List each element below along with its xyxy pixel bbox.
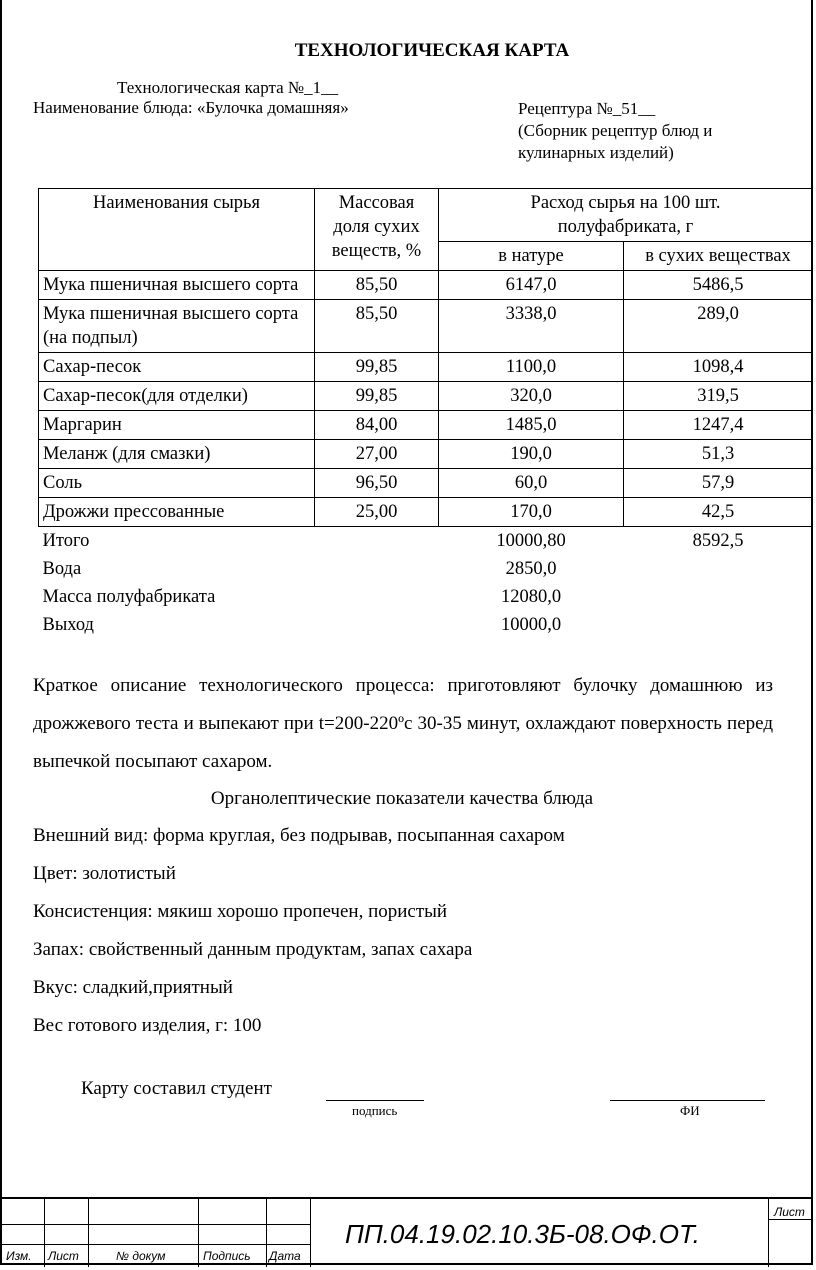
document-code: ПП.04.19.02.10.3Б-08.ОФ.ОТ.	[345, 1219, 700, 1249]
stamp-signature: Подпись	[203, 1249, 251, 1263]
organoleptic-title: Органолептические показатели качества блюда	[210, 788, 594, 809]
row-dry-share: 27,00	[315, 440, 439, 469]
row-dry-share: 99,85	[315, 382, 439, 411]
compiled-by: Карту составил студент	[81, 1078, 272, 1099]
row-dry-share: 84,00	[315, 411, 439, 440]
totals-name: Выход	[42, 615, 94, 635]
row-dry-share: 85,50	[315, 271, 439, 300]
table-row	[39, 411, 813, 440]
totals-row	[39, 555, 813, 583]
consistency-line: Консистенция: мякиш хорошо пропечен, пористый	[33, 901, 448, 922]
table-row	[39, 382, 813, 411]
name-line	[610, 1100, 765, 1101]
row-natural: 190,0	[439, 440, 624, 469]
weight-line: Вес готового изделия, г: 100	[33, 1015, 262, 1036]
header-usage: Расход сырья на 100 шт. полуфабриката, г	[439, 189, 813, 242]
stamp-list: Лист	[48, 1249, 79, 1263]
taste-line: Вкус: сладкий,приятный	[33, 977, 233, 998]
row-dry-matter: 1247,4	[624, 411, 813, 440]
totals-name: Итого	[42, 531, 90, 551]
row-dry-matter: 319,5	[624, 382, 813, 411]
totals-row	[39, 527, 813, 556]
row-name: Сахар-песок(для отделки)	[39, 382, 315, 411]
row-natural: 320,0	[439, 382, 624, 411]
stamp-sheet: Лист	[774, 1205, 805, 1219]
name-caption: ФИ	[680, 1103, 700, 1118]
row-name: Соль	[39, 469, 315, 498]
row-dry-matter: 5486,5	[624, 271, 813, 300]
row-dry-matter: 1098,4	[624, 353, 813, 382]
signature-caption: подпись	[352, 1103, 398, 1118]
table-row	[39, 469, 813, 498]
signature-line	[326, 1100, 424, 1101]
totals-natural: 2850,0	[505, 559, 557, 579]
table-row	[39, 353, 813, 382]
totals-drymatter: 8592,5	[692, 531, 744, 551]
totals-drymatter	[624, 611, 813, 639]
totals-drymatter	[624, 555, 813, 583]
dish-name: Наименование блюда: «Булочка домашняя»	[33, 98, 349, 117]
row-natural: 3338,0	[439, 300, 624, 353]
raw-materials-table	[38, 188, 813, 639]
recipe-number: Рецептура №_51__	[518, 99, 656, 118]
header-natural: в натуре	[439, 242, 624, 271]
header-name: Наименования сырья	[39, 189, 315, 271]
table-row	[39, 498, 813, 527]
title-block	[0, 1197, 813, 1267]
row-dry-matter: 57,9	[624, 469, 813, 498]
totals-natural: 12080,0	[500, 587, 562, 607]
header-dry-share: Массовая доля сухих веществ, %	[315, 189, 439, 271]
color-line: Цвет: золотистый	[33, 863, 176, 884]
row-name: Дрожжи прессованные	[39, 498, 315, 527]
row-natural: 60,0	[439, 469, 624, 498]
row-dry-share: 25,00	[315, 498, 439, 527]
row-dry-share: 85,50	[315, 300, 439, 353]
row-name: Маргарин	[39, 411, 315, 440]
totals-row	[39, 611, 813, 639]
totals-drymatter	[624, 583, 813, 611]
row-natural: 1485,0	[439, 411, 624, 440]
row-name: Мука пшеничная высшего сорта	[39, 271, 315, 300]
stamp-doc-number: № докум	[116, 1249, 166, 1263]
table-row	[39, 440, 813, 469]
totals-row	[39, 583, 813, 611]
row-dry-matter: 42,5	[624, 498, 813, 527]
stamp-izm: Изм.	[6, 1249, 32, 1263]
process-description: Краткое описание технологического процесса: приготовляют булочку домашнюю из дрожжевого теста и выпекают при t=200-220ºс 30-35 минут, охлаждают поверхность перед выпечкой посыпают сахаром.	[33, 675, 773, 772]
recipe-source-line-2: кулинарных изделий)	[518, 143, 674, 162]
row-dry-matter: 289,0	[624, 300, 813, 353]
row-name: Мука пшеничная высшего сорта (на подпыл)	[39, 300, 315, 353]
totals-natural: 10000,80	[496, 531, 566, 551]
table-row	[39, 271, 813, 300]
row-natural: 170,0	[439, 498, 624, 527]
row-natural: 6147,0	[439, 271, 624, 300]
row-dry-share: 96,50	[315, 469, 439, 498]
row-name: Меланж (для смазки)	[39, 440, 315, 469]
row-dry-matter: 51,3	[624, 440, 813, 469]
header-dry-matter: в сухих веществах	[624, 242, 813, 271]
row-natural: 1100,0	[439, 353, 624, 382]
card-number: Технологическая карта №_1__	[117, 78, 339, 97]
row-name: Сахар-песок	[39, 353, 315, 382]
appearance-line: Внешний вид: форма круглая, без подрывав, посыпанная сахаром	[33, 825, 565, 846]
row-dry-share: 99,85	[315, 353, 439, 382]
totals-natural: 10000,0	[500, 615, 562, 635]
document-title: ТЕХНОЛОГИЧЕСКАЯ КАРТА	[294, 40, 570, 61]
table-row	[39, 300, 813, 353]
smell-line: Запах: свойственный данным продуктам, запах сахара	[33, 939, 473, 960]
stamp-date: Дата	[269, 1249, 301, 1263]
totals-name: Масса полуфабриката	[42, 587, 216, 607]
totals-name: Вода	[42, 559, 82, 579]
recipe-source-line-1: (Сборник рецептур блюд и	[518, 121, 713, 140]
